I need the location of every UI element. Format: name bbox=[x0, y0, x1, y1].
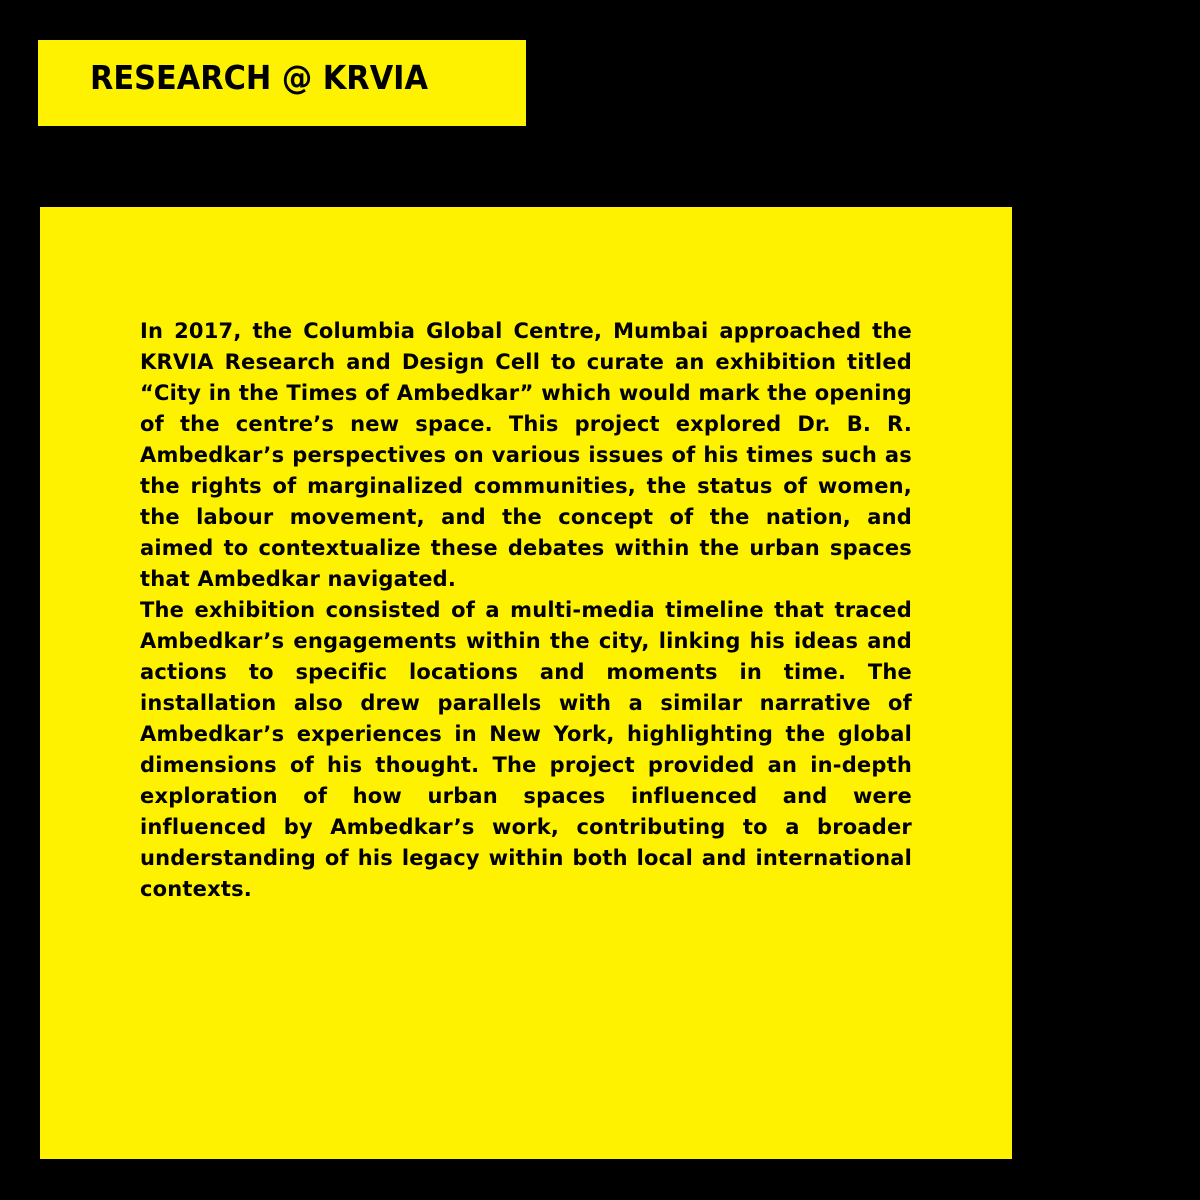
content-panel bbox=[40, 207, 1012, 1159]
title-banner bbox=[38, 40, 526, 126]
page-title: RESEARCH @ KRVIA bbox=[90, 57, 428, 97]
paragraph-exhibition: The exhibition consisted of a multi-media timeline that traced Ambedkar’s engagements within the city, linking his ideas and actions to specific locations and moments in time. The installation also drew parallels with a similar narrative of Ambedkar’s experiences in New York, highlighting the global dimensions of his thought. The project provided an in-depth exploration of how urban spaces influenced and were influenced by Ambedkar’s work, contributing to a broader understanding of his legacy within both local and international contexts. bbox=[140, 598, 912, 901]
body-text bbox=[140, 316, 912, 905]
paragraph-intro: In 2017, the Columbia Global Centre, Mumbai approached the KRVIA Research and Design Cell to curate an exhibition titled “City in the Times of Ambedkar” which would mark the opening of the centre’s new space. This project explored Dr. B. R. Ambedkar’s perspectives on various issues of his times such as the rights of marginalized communities, the status of women, the labour movement, and the concept of the nation, and aimed to contextualize these debates within the urban spaces that Ambedkar navigated. bbox=[140, 319, 912, 591]
